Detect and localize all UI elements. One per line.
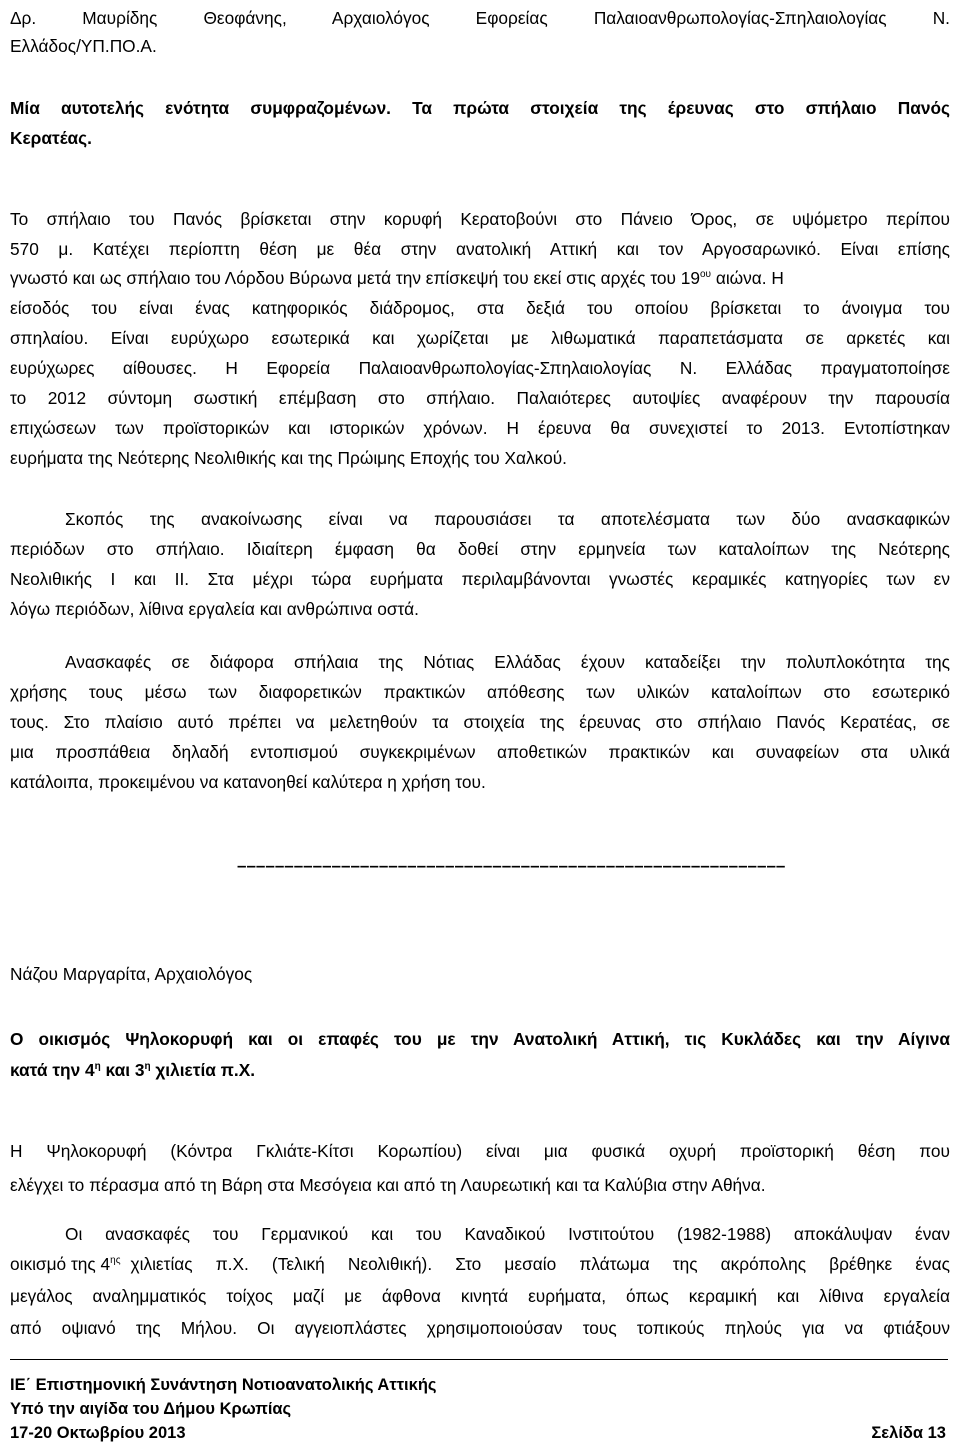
- footer-line-3: [10, 1422, 948, 1444]
- author-2-line: Νάζου Μαργαρίτα, Αρχαιολόγος: [10, 964, 253, 984]
- paragraph-1-line-6: ευρύχωρες αίθουσες. Η Εφορεία Παλαιοανθρωπολογίας-Σπηλαιολογίας Ν. Ελλάδας πραγματοποίησε: [10, 358, 950, 378]
- section-separator: ––––––––––––––––––––––––––––––––––––––––––––––––––––––––––: [237, 856, 786, 875]
- author-affiliation-line-2: Ελλάδος/ΥΠ.ΠΟ.Α.: [10, 36, 157, 56]
- paragraph-1-line-3-tail: αιώνα. Η: [715, 268, 784, 288]
- superscript-ou: ου: [699, 269, 712, 280]
- paragraph-1-line-3-text: γνωστό και ως σπήλαιο του Λόρδου Βύρωνα μετά την επίσκεψή του εκεί στις αρχές του 19: [10, 268, 700, 288]
- paragraph-5-line-2: [10, 1252, 950, 1276]
- paragraph-2-line-2: περιόδων στο σπήλαιο. Ιδιαίτερη έμφαση θα δοθεί στην ερμηνεία των καταλοίπων της Νεότερης: [10, 539, 950, 559]
- paragraph-4-line-1: Η Ψηλοκορυφή (Κόντρα Γκλιάτε-Κίτσι Κορωπίου) είναι μια φυσικά οχυρή προϊστορική θέση που: [10, 1141, 950, 1161]
- paragraph-5-line-2-head: οικισμό της 4: [10, 1254, 111, 1274]
- paragraph-5-line-1: Οι ανασκαφές του Γερμανικού και του Καναδικού Ινστιτούτου (1982-1988) αποκάλυψαν έναν: [65, 1224, 950, 1244]
- footer-line-1: ΙΕ΄ Επιστημονική Συνάντηση Νοτιοανατολικής Αττικής: [10, 1376, 437, 1394]
- abstract-2-title-line-1: Ο οικισμός Ψηλοκορυφή και οι επαφές του με την Ανατολική Αττική, τις Κυκλάδες και την Αίγινα: [10, 1029, 950, 1049]
- title-2-part-a: κατά την 4: [10, 1060, 95, 1080]
- title-2-part-c: χιλιετία π.Χ.: [150, 1060, 256, 1080]
- paragraph-1-line-3: [10, 266, 950, 290]
- paragraph-5-line-3: μεγάλος αναλημματικός τοίχος μαζί με άφθονα κινητά ευρήματα, όπως κεραμική και λίθινα εργαλεία: [10, 1286, 950, 1306]
- footer-line-2: Υπό την αιγίδα του Δήμου Κρωπίας: [10, 1400, 292, 1418]
- paragraph-3-line-4: μια προσπάθεια δηλαδή εντοπισμού συγκεκριμένων αποθετικών πρακτικών και συναφείων στα υλικά: [10, 742, 950, 762]
- paragraph-2-line-4: λόγω περιόδων, λίθινα εργαλεία και ανθρώπινα οστά.: [10, 599, 419, 619]
- paragraph-5-line-4: από οψιανό της Μήλου. Οι αγγειοπλάστες χρησιμοποιούσαν τους τοπικούς πηλούς για να φτιάξουν: [10, 1318, 950, 1338]
- paragraph-3-line-1: Ανασκαφές σε διάφορα σπήλαια της Νότιας Ελλάδας έχουν καταδείξει την πολυπλοκότητα της: [65, 652, 950, 672]
- superscript-is: ης: [110, 1255, 121, 1266]
- abstract-2-title-line-2: [10, 1058, 950, 1082]
- paragraph-1-line-5: σπηλαίου. Είναι ευρύχωρο εσωτερικά και χωρίζεται με λιθωματικά παραπετάσματα σε αρκετές και: [10, 328, 950, 348]
- paragraph-1-line-1: Το σπήλαιο του Πανός βρίσκεται στην κορυφή Κερατοβούνι στο Πάνειο Όρος, σε υψόμετρο περίπου: [10, 209, 950, 229]
- paragraph-3-line-2: χρήσης τους μέσω των διαφορετικών πρακτικών απόθεσης των υλικών καταλοίπων στο εσωτερικό: [10, 682, 950, 702]
- paragraph-1-line-4: είσοδός του είναι ένας κατηφορικός διάδρομος, στα δεξιά του οποίου βρίσκεται το άνοιγμα του: [10, 298, 950, 318]
- paragraph-1-line-2: 570 μ. Κατέχει περίοπτη θέση με θέα στην ανατολική Αττική και τον Αργοσαρωνικό. Είναι επίσης: [10, 239, 950, 259]
- paragraph-1-line-9: ευρήματα της Νεότερης Νεολιθικής και της Πρώιμης Εποχής του Χαλκού.: [10, 448, 567, 468]
- footer-date: 17-20 Οκτωβρίου 2013: [10, 1424, 186, 1442]
- title-2-part-b: και 3: [100, 1060, 145, 1080]
- author-affiliation-line-1: Δρ. Μαυρίδης Θεοφάνης, Αρχαιολόγος Εφορείας Παλαιοανθρωπολογίας-Σπηλαιολογίας Ν.: [10, 8, 950, 28]
- paragraph-2-line-1: Σκοπός της ανακοίνωσης είναι να παρουσιάσει τα αποτελέσματα των δύο ανασκαφικών: [65, 509, 950, 529]
- paragraph-3-line-5: κατάλοιπα, προκειμένου να κατανοηθεί καλύτερα η χρήση του.: [10, 772, 486, 792]
- superscript-eta-2: η: [144, 1061, 151, 1072]
- paragraph-4-line-2: ελέγχει το πέρασμα από τη Βάρη στα Μεσόγεια και από τη Λαυρεωτική και τα Καλύβια στην Αθήνα.: [10, 1175, 766, 1195]
- abstract-title-line-2: Κερατέας.: [10, 128, 92, 148]
- paragraph-1-line-7: το 2012 σύντομη σωστική επέμβαση στο σπήλαιο. Παλαιότερες αυτοψίες αναφέρουν την παρουσία: [10, 388, 950, 408]
- footer-rule: [10, 1359, 948, 1360]
- paragraph-2-line-3: Νεολιθικής Ι και ΙΙ. Στα μέχρι τώρα ευρήματα περιλαμβάνονται γνωστές κεραμικές κατηγορίες των εν: [10, 569, 950, 589]
- page-number: Σελίδα 13: [871, 1424, 946, 1442]
- abstract-title-line-1: Μία αυτοτελής ενότητα συμφραζομένων. Τα πρώτα στοιχεία της έρευνας στο σπήλαιο Πανός: [10, 98, 950, 118]
- paragraph-3-line-3: τους. Στο πλαίσιο αυτό πρέπει να μελετηθούν τα στοιχεία της έρευνας στο σπήλαιο Πανός Κερατέας, σε: [10, 712, 950, 732]
- paragraph-5-line-2-tail: χιλιετίας π.Χ. (Τελική Νεολιθική). Στο μεσαίο πλάτωμα της ακρόπολης βρέθηκε ένας: [130, 1254, 950, 1274]
- superscript-eta-1: η: [94, 1061, 101, 1072]
- paragraph-1-line-8: επιχώσεων των προϊστορικών και ιστορικών χρόνων. Η έρευνα θα συνεχιστεί το 2013. Εντοπίστηκαν: [10, 418, 950, 438]
